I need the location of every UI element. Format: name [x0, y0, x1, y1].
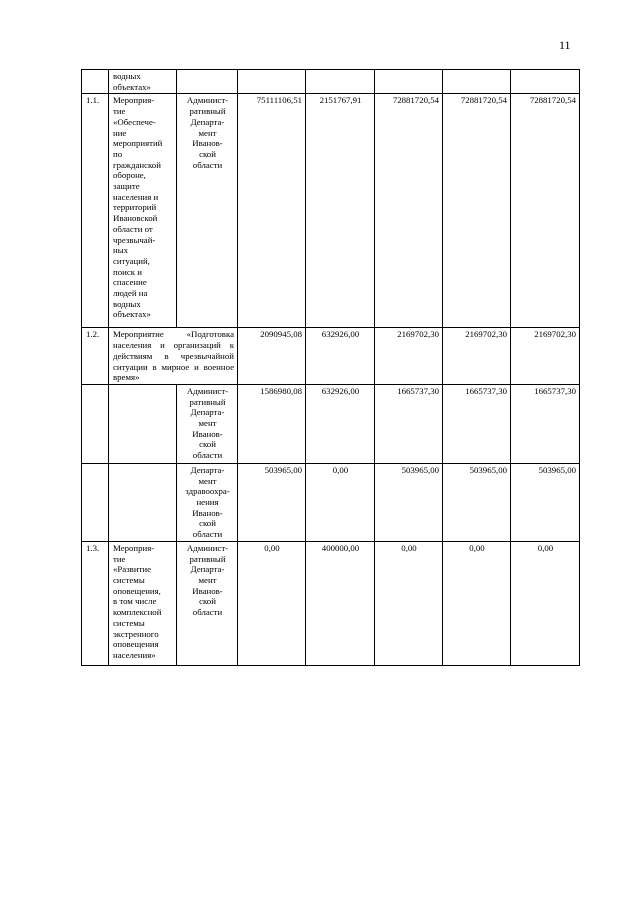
event-name: Мероприятие «Подготовка населения и организаций к действиям в чрезвычайной ситуации в мирное и военное время» [109, 328, 238, 385]
row-number [82, 70, 109, 94]
value-cell: 503965,00 [238, 463, 306, 541]
event-name: Мероприя- тие «Обеспече- ние мероприятий по гражданской обороне, защите населения и территорий Ивановской области от чрезвычай- ных ситуаций, поиск и спасение людей на водных объектах» [109, 94, 177, 328]
row-number: 1.3. [82, 541, 109, 665]
table-row [82, 94, 580, 328]
value-cell: 72881720,54 [511, 94, 580, 328]
value-cell [375, 70, 443, 94]
value-cell: 503965,00 [375, 463, 443, 541]
value-cell: 400000,00 [306, 541, 375, 665]
table-row [82, 384, 580, 463]
table-row [82, 70, 580, 94]
value-cell: 1665737,30 [375, 384, 443, 463]
value-cell [238, 70, 306, 94]
value-cell: 2169702,30 [511, 328, 580, 385]
row-number [82, 384, 109, 463]
table-row [82, 463, 580, 541]
value-cell: 0,00 [375, 541, 443, 665]
value-cell: 503965,00 [511, 463, 580, 541]
value-cell [306, 70, 375, 94]
event-name [109, 463, 177, 541]
value-cell: 2169702,30 [443, 328, 511, 385]
value-cell: 72881720,54 [443, 94, 511, 328]
value-cell: 503965,00 [443, 463, 511, 541]
executor: Админист- ративный Департа- мент Иванов- ской области [177, 94, 238, 328]
executor: Админист- ративный Департа- мент Иванов- ской области [177, 384, 238, 463]
event-name [109, 384, 177, 463]
executor [177, 70, 238, 94]
table-row [82, 541, 580, 665]
value-cell: 2151767,91 [306, 94, 375, 328]
event-name: водных объектах» [109, 70, 177, 94]
value-cell: 2090945,08 [238, 328, 306, 385]
row-number: 1.1. [82, 94, 109, 328]
executor: Админист- ративный Департа- мент Иванов- ской области [177, 541, 238, 665]
page-number: 11 [559, 38, 571, 52]
value-cell: 0,00 [306, 463, 375, 541]
row-number: 1.2. [82, 328, 109, 385]
value-cell: 2169702,30 [375, 328, 443, 385]
table-row [82, 328, 580, 385]
value-cell: 0,00 [511, 541, 580, 665]
value-cell: 0,00 [443, 541, 511, 665]
value-cell: 632926,00 [306, 384, 375, 463]
value-cell: 632926,00 [306, 328, 375, 385]
budget-table [81, 69, 580, 666]
value-cell: 1665737,30 [443, 384, 511, 463]
value-cell: 72881720,54 [375, 94, 443, 328]
value-cell: 1586980,08 [238, 384, 306, 463]
executor: Департа- мент здравоохра- нения Иванов- ской области [177, 463, 238, 541]
row-number [82, 463, 109, 541]
value-cell: 1665737,30 [511, 384, 580, 463]
value-cell: 0,00 [238, 541, 306, 665]
value-cell: 75111106,51 [238, 94, 306, 328]
value-cell [443, 70, 511, 94]
event-name: Мероприя- тие «Развитие системы оповещения, в том числе комплексной системы экстренного оповещения населения» [109, 541, 177, 665]
value-cell [511, 70, 580, 94]
